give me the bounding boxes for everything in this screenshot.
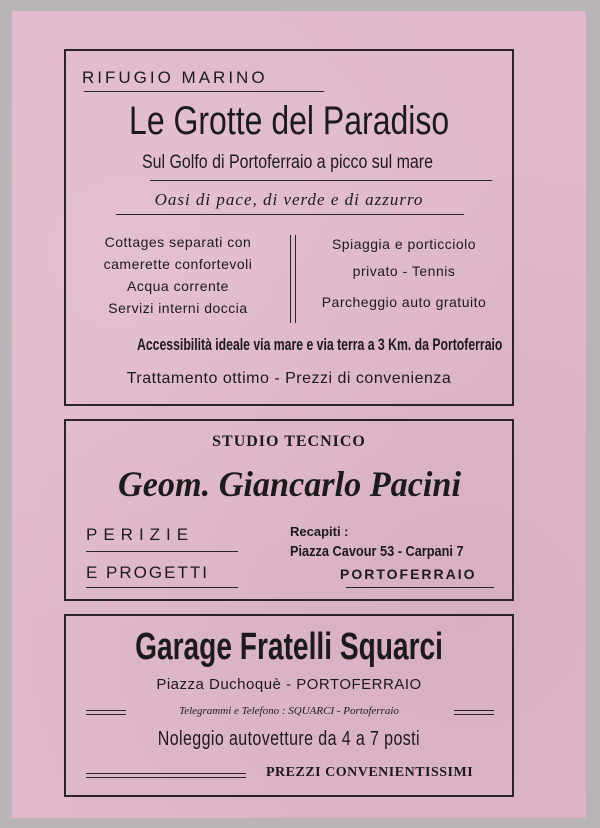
ad1-kicker: RIFUGIO MARINO — [82, 68, 268, 87]
ad1-tagline: Oasi di pace, di verde e di azzurro — [154, 190, 424, 209]
ad2-service-progetti: E PROGETTI — [86, 563, 209, 582]
ad-garage-squarci — [64, 614, 514, 797]
ad3-address: Piazza Duchoquè - PORTOFERRAIO — [156, 676, 422, 693]
ad2-address: Piazza Cavour 53 - Carpani 7 — [290, 543, 464, 560]
ad3-rental: Noleggio autovetture da 4 a 7 posti — [157, 728, 421, 750]
ad1-footer: Trattamento ottimo - Prezzi di convenienza — [126, 370, 452, 387]
ad2-name: Geom. Giancarlo Pacini — [117, 464, 461, 504]
magazine-page — [12, 11, 586, 818]
ad2-contacts-label: Recapiti : — [290, 524, 349, 539]
ad-rifugio-marino — [64, 49, 514, 406]
ad1-subtitle: Sul Golfo di Portoferraio a picco sul mare — [142, 152, 433, 173]
ad1-right-features: Spiaggia e porticciolo privato - Tennis Parcheggio auto gratuito — [321, 236, 487, 310]
ad3-telegram: Telegrammi e Telefono : SQUARCI - Portoferraio — [179, 705, 399, 717]
ad1-access: Accessibilità ideale via mare e via terra a 3 Km. da Portoferraio — [137, 335, 503, 354]
ad2-kicker: STUDIO TECNICO — [212, 433, 366, 450]
ad1-title: Le Grotte del Paradiso — [128, 99, 450, 143]
ad-studio-tecnico — [64, 419, 514, 601]
ad3-prices: PREZZI CONVENIENTISSIMI — [266, 765, 474, 780]
ad1-left-features: Cottages separati con camerette confortevoli Acqua corrente Servizi interni doccia — [103, 234, 253, 316]
ad2-service-perizie: PERIZIE — [86, 525, 195, 544]
ad2-city: PORTOFERRAIO — [340, 566, 477, 582]
ad3-title: Garage Fratelli Squarci — [135, 626, 443, 668]
